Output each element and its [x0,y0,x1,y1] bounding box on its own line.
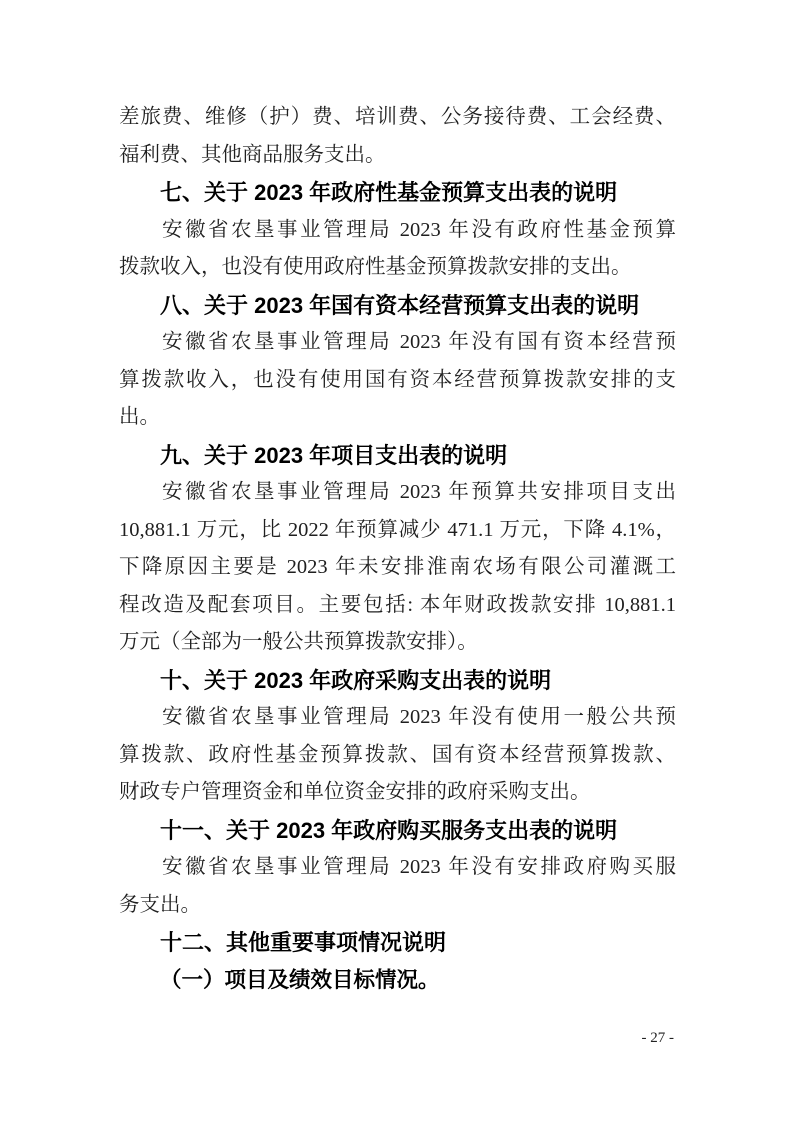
body-line: 程改造及配套项目。主要包括: 本年财政拨款安排 10,881.1 [119,593,676,616]
section-heading-7: 七、关于 2023 年政府性基金预算支出表的说明 [160,180,618,205]
body-line: 安徽省农垦事业管理局 2023 年没有国有资本经营预 [162,331,676,353]
section-heading-10: 十、关于 2023 年政府采购支出表的说明 [160,667,552,693]
section-heading-11: 十一、关于 2023 年政府购买服务支出表的说明 [160,817,618,843]
body-line: 下降原因主要是 2023 年未安排淮南农场有限公司灌溉工 [119,556,676,578]
body-line: 算拨款、政府性基金预算拨款、国有资本经营预算拨款、 [119,743,676,766]
section-heading-8: 八、关于 2023 年国有资本经营预算支出表的说明 [160,292,640,318]
body-line: 10,881.1 万元，比 2022 年预算减少 471.1 万元，下降 4.1%， [119,518,676,541]
body-line: 差旅费、维修（护）费、培训费、公务接待费、工会经费、 [119,106,676,128]
body-line: 安徽省农垦事业管理局 2023 年预算共安排项目支出 [162,481,676,503]
body-line: 务支出。 [119,893,201,916]
body-line: 安徽省农垦事业管理局 2023 年没有安排政府购买服 [162,856,676,878]
body-line: 万元（全部为一般公共预算拨款安排）。 [119,631,478,653]
body-line: 福利费、其他商品服务支出。 [119,143,386,166]
body-line: 拨款收入，也没有使用政府性基金预算拨款安排的支出。 [119,256,632,278]
section-heading-12: 十二、其他重要事项情况说明 [160,930,447,955]
section-heading-9: 九、关于 2023 年项目支出表的说明 [160,442,508,468]
document-body [119,99,676,999]
body-line: 财政专户管理资金和单位资金安排的政府采购支出。 [119,781,591,803]
body-line: 出。 [119,406,160,428]
subsection-heading: （一）项目及绩效目标情况。 [160,967,440,992]
page-number: - 27 - [641,1030,674,1046]
body-line: 安徽省农垦事业管理局 2023 年没有使用一般公共预 [162,706,676,728]
body-line: 安徽省农垦事业管理局 2023 年没有政府性基金预算 [162,218,676,241]
body-line: 算拨款收入，也没有使用国有资本经营预算拨款安排的支 [119,368,676,391]
